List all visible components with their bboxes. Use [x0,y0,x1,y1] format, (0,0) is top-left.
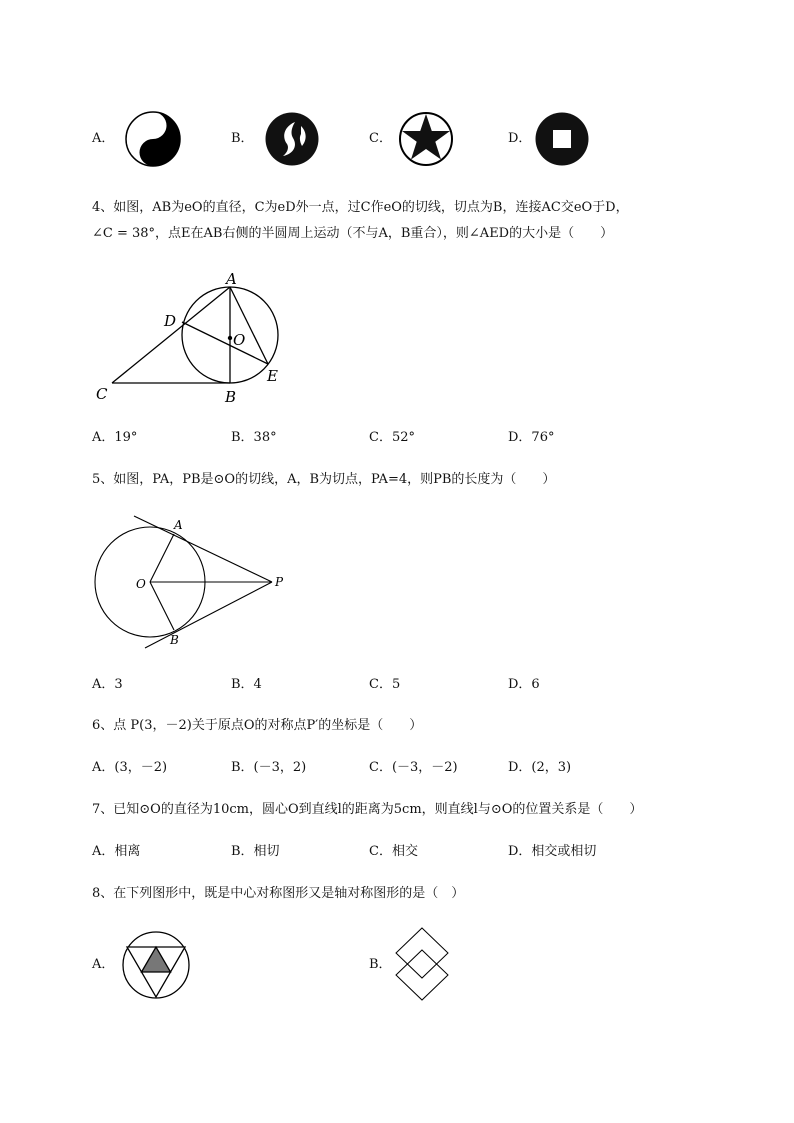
stacked-diamonds-icon [394,926,450,1002]
q4-label-e: E [267,367,278,385]
q7-option-a: A．相离 [92,844,141,859]
yin-yang-icon [125,111,181,167]
q5-label-b: B [170,633,179,647]
q7-stem: 7、已知⊙O的直径为10cm，圆心O到直线l的距离为5cm，则直线l与⊙O的位置关系是（ ） [92,802,643,817]
q5-option-d: D．6 [508,677,540,692]
q3-option-c-label: C． [369,131,392,146]
q3-option-a-label: A． [92,131,115,146]
q5-line-oa [150,534,174,582]
q5-stem: 5、如图，PA，PB是⊙O的切线，A，B为切点，PA=4，则PB的长度为（ ） [92,472,556,487]
q4-label-c: C [96,385,108,403]
q6-option-d: D．(2，3) [508,760,572,775]
q5-label-p: P [275,575,284,589]
q7-option-d: D．相交或相切 [508,844,597,859]
q6-option-a: A．(3，－2) [92,760,168,775]
q4-label-b: B [225,388,237,406]
q4-line-ae [230,287,268,364]
q8-stem: 8、在下列图形中，既是中心对称图形又是轴对称图形的是（ ） [92,886,465,901]
q4-option-b: B．38° [231,430,277,445]
q5-tangent-lines-figure [90,512,300,652]
q3-option-b-label: B． [231,131,254,146]
q4-option-d: D．76° [508,430,555,445]
square-hole-coin-icon [535,112,589,166]
black-circle-swirl-icon [265,112,319,166]
q5-option-c: C．5 [369,677,401,692]
star-in-circle-icon [398,111,454,167]
q6-option-c: C．(－3，－2) [369,760,458,775]
q6-option-b: B．(－3，2) [231,760,307,775]
q4-center-point [228,336,232,340]
q5-line-ob [150,582,174,630]
q4-line-de [182,322,268,364]
q6-stem: 6、点 P(3，－2)关于原点O的对称点P′的坐标是（ ） [92,718,423,733]
q5-tangent-pb [145,582,272,648]
q7-option-c: C．相交 [369,844,418,859]
q5-option-a: A．3 [92,677,123,692]
triangles-in-circle-icon [121,930,191,1000]
q8-option-a-label: A． [92,957,115,972]
q4-option-a: A．19° [92,430,138,445]
q8-option-b-label: B． [369,957,392,972]
q5-label-a: A [174,518,183,532]
q7-option-b: B．相切 [231,844,280,859]
q4-line-ca [112,287,230,383]
q5-label-o: O [136,577,146,591]
q4-circle-tangent-figure [90,265,300,410]
q4-label-d: D [164,312,177,330]
q3-option-d-label: D． [508,131,532,146]
q4-option-c: C．52° [369,430,415,445]
q4-stem-line2: ∠C = 38°，点E在AB右侧的半圆周上运动（不与A，B重合），则∠AED的大小是（ ） [92,226,614,241]
q5-option-b: B．4 [231,677,262,692]
q4-stem-line1: 4、如图，AB为eO的直径，C为eD外一点，过C作eO的切线，切点为B，连接AC交eO于D， [92,200,629,215]
q4-label-a: A [226,270,237,288]
q4-label-o: O [233,331,246,349]
